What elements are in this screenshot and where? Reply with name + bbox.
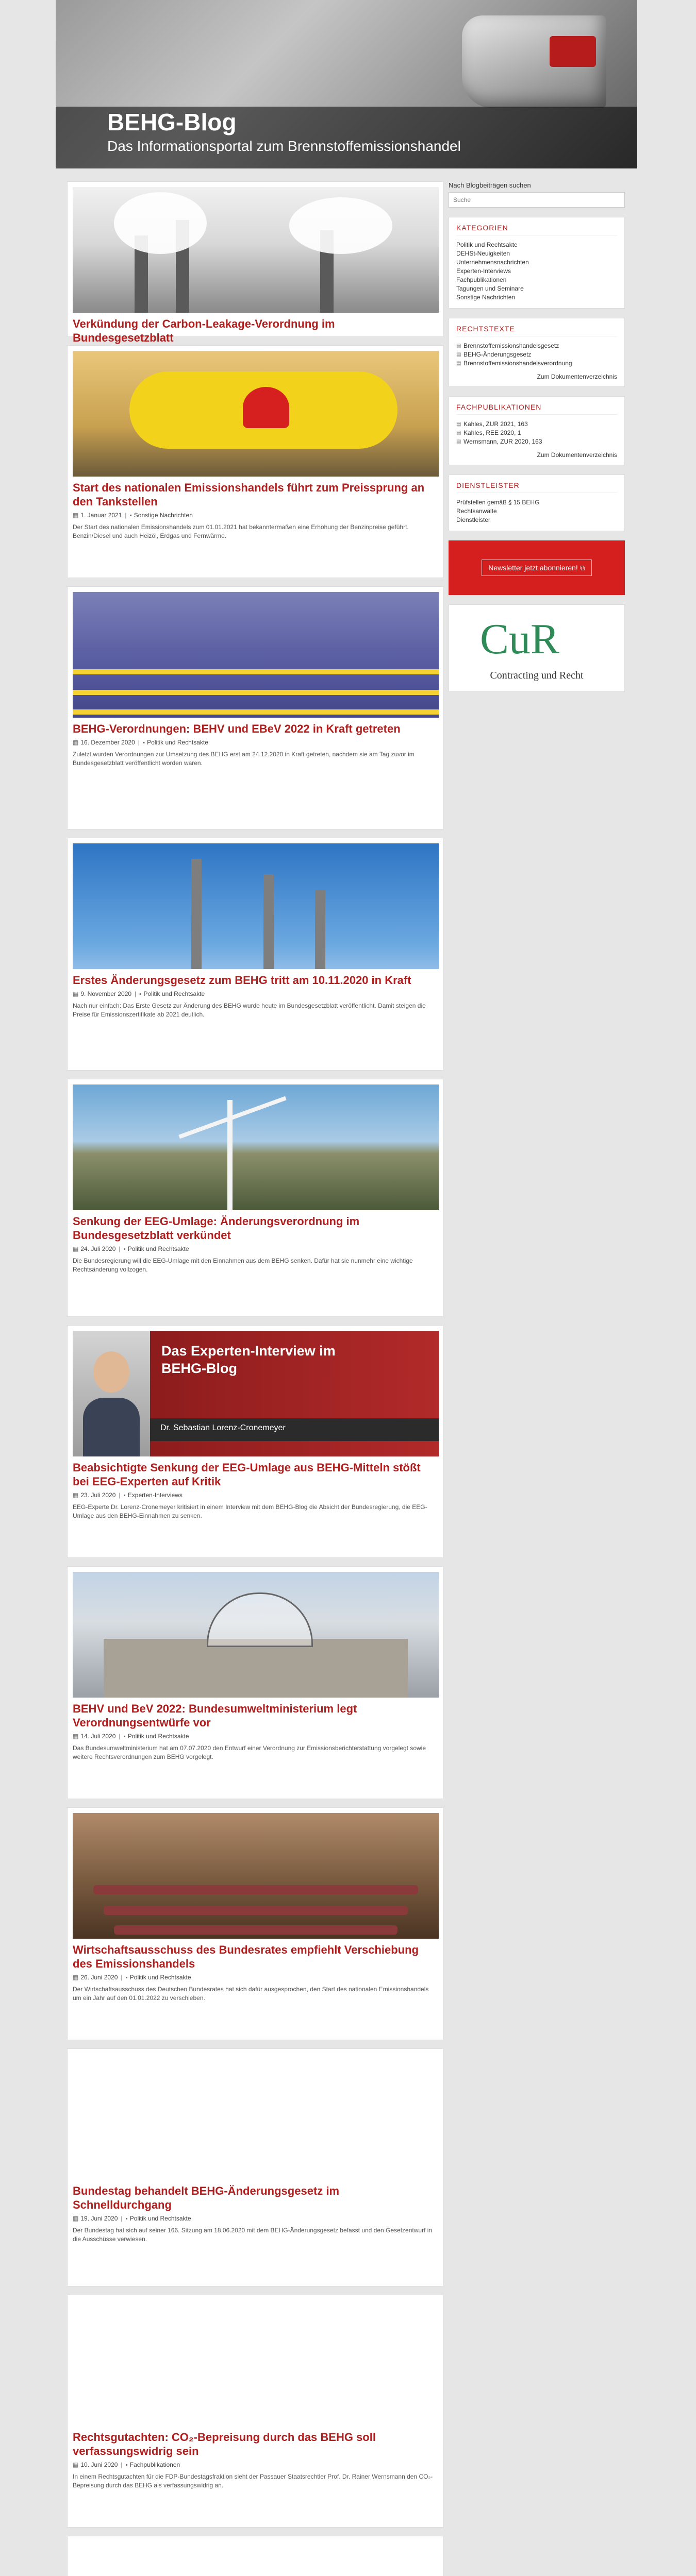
document-link[interactable]: ▤ Brennstoffemissionshandelsgesetz: [456, 342, 559, 349]
post-category[interactable]: Sonstige Nachrichten: [134, 512, 193, 519]
post-meta: ▦ 23. Juli 2020 | ▪ Experten-Interviews: [73, 1492, 183, 1499]
document-link[interactable]: ▤ BEHG-Änderungsgesetz: [456, 351, 532, 358]
post-date: 26. Juni 2020: [80, 1974, 118, 1981]
post-card: [67, 2536, 443, 2576]
folder-icon: ▪: [125, 2461, 128, 2468]
post-category[interactable]: Politik und Rechtsakte: [147, 739, 208, 746]
post-card: [67, 1325, 443, 1558]
portrait-body: [83, 1398, 140, 1456]
dienstleister-widget: [449, 474, 625, 531]
categories-title: KATEGORIEN: [456, 224, 617, 235]
rechtstexte-title: RECHTSTEXTE: [456, 325, 617, 336]
newsletter-banner[interactable]: [449, 540, 625, 595]
post-excerpt: Der Bundestag hat sich auf seiner 166. Sitzung am 18.06.2020 mit dem BEHG-Änderungsgesetz befasst und den Gesetzentwurf in die Ausschüsse verwiesen.: [73, 2227, 433, 2243]
post-title[interactable]: Senkung der EEG-Umlage: Änderungsverordnung im Bundesgesetzblatt verkündet: [73, 1215, 360, 1242]
document-icon: ▤: [456, 421, 461, 427]
post-title[interactable]: Wirtschaftsausschuss des Bundesrates empfiehlt Verschiebung des Emissionshandels: [73, 1943, 419, 1970]
post-thumbnail-bundestag[interactable]: [73, 592, 439, 718]
post-date: 1. Januar 2021: [80, 512, 122, 519]
search-label: Nach Blogbeiträgen suchen: [449, 181, 531, 189]
post-thumbnail-wind-turbine[interactable]: [73, 1084, 439, 1210]
category-link[interactable]: Fachpublikationen: [456, 276, 507, 283]
post-meta: ▦ 24. Juli 2020 | ▪ Politik und Rechtsakte: [73, 1245, 189, 1252]
site-subtitle: Das Informationsportal zum Brennstoffemissionshandel: [107, 138, 461, 154]
post-thumbnail-empty[interactable]: [73, 2300, 439, 2426]
category-link[interactable]: DEHSt-Neuigkeiten: [456, 250, 510, 257]
calendar-icon: ▦: [73, 739, 79, 746]
fachpublikationen-all-link[interactable]: Zum Dokumentenverzeichnis: [537, 451, 617, 459]
post-thumbnail-empty[interactable]: [73, 2541, 439, 2576]
post-excerpt: EEG-Experte Dr. Lorenz-Cronemeyer kritisiert in einem Interview mit dem BEHG-Blog die Absicht der Bundesregierung, die EEG-Umlage aus den BEHG-Einnahmen zu senken.: [73, 1503, 427, 1519]
search-input[interactable]: [449, 192, 625, 208]
post-card: [67, 181, 443, 344]
interview-banner-name: Dr. Sebastian Lorenz-Cronemeyer: [160, 1423, 286, 1432]
post-card: [67, 1566, 443, 1799]
category-link[interactable]: Sonstige Nachrichten: [456, 294, 516, 301]
post-title[interactable]: Erstes Änderungsgesetz zum BEHG tritt am 10.11.2020 in Kraft: [73, 974, 411, 987]
post-category[interactable]: Politik und Rechtsakte: [127, 1245, 189, 1252]
category-link[interactable]: Experten-Interviews: [456, 267, 511, 275]
post-category[interactable]: Politik und Rechtsakte: [129, 1974, 191, 1981]
post-thumbnail-chimneys[interactable]: [73, 843, 439, 969]
interview-banner-headline: Das Experten-Interview im BEHG-Blog: [161, 1343, 336, 1376]
sidebar: [449, 181, 625, 692]
portrait-head: [93, 1351, 129, 1393]
shell-logo-icon: [243, 387, 289, 428]
document-icon: ▤: [456, 361, 461, 366]
dienstleister-title: DIENSTLEISTER: [456, 481, 617, 493]
rechtstexte-all-link[interactable]: Zum Dokumentenverzeichnis: [537, 373, 617, 380]
folder-icon: ▪: [123, 1245, 126, 1252]
calendar-icon: ▦: [73, 2461, 79, 2468]
document-icon: ▤: [456, 352, 461, 358]
folder-icon: ▪: [142, 739, 145, 746]
post-date: 10. Juni 2020: [80, 2461, 118, 2468]
post-category[interactable]: Politik und Rechtsakte: [129, 2215, 191, 2222]
post-date: 16. Dezember 2020: [80, 739, 135, 746]
folder-icon: ▪: [123, 1733, 126, 1740]
post-title[interactable]: Verkündung der Carbon-Leakage-Verordnung im Bundesgesetzblatt: [73, 317, 335, 344]
post-category[interactable]: Experten-Interviews: [127, 1492, 183, 1499]
post-date: 9. November 2020: [80, 990, 132, 997]
newsletter-label: Newsletter jetzt abonnieren!: [488, 564, 578, 572]
post-card: [67, 2048, 443, 2286]
post-card: [67, 1807, 443, 2040]
post-meta: ▦ 9. November 2020 | ▪ Politik und Rechtsakte: [73, 990, 205, 997]
post-meta: ▦ 1. Januar 2021 | ▪ Sonstige Nachrichten: [73, 512, 193, 519]
post-category[interactable]: Fachpublikationen: [129, 2461, 180, 2468]
post-card: [67, 586, 443, 829]
post-card: [67, 345, 443, 578]
folder-icon: ▪: [123, 1492, 126, 1499]
post-thumbnail-expert-interview[interactable]: [73, 1331, 439, 1456]
fachpublikationen-title: FACHPUBLIKATIONEN: [456, 403, 617, 415]
post-date: 14. Juli 2020: [80, 1733, 116, 1740]
category-link[interactable]: Politik und Rechtsakte: [456, 241, 518, 248]
document-link[interactable]: ▤ Kahles, ZUR 2021, 163: [456, 420, 528, 428]
post-thumbnail-fuel-truck[interactable]: [73, 351, 439, 477]
post-thumbnail-reichstag[interactable]: [73, 1572, 439, 1698]
post-title[interactable]: BEHV und BeV 2022: Bundesumweltministerium legt Verordnungsentwürfe vor: [73, 1702, 357, 1729]
post-card: [67, 838, 443, 1071]
post-excerpt: Die Bundesregierung will die EEG-Umlage mit den Einnahmen aus dem BEHG senken. Dafür hat sie nunmehr eine wichtige Rechtsänderung vollzogen.: [73, 1257, 413, 1273]
dienstleister-link[interactable]: Rechtsanwälte: [456, 507, 497, 515]
category-link[interactable]: Unternehmensnachrichten: [456, 259, 529, 266]
post-title[interactable]: BEHG-Verordnungen: BEHV und EBeV 2022 in Kraft getreten: [73, 722, 401, 735]
post-title[interactable]: Bundestag behandelt BEHG-Änderungsgesetz im Schnelldurchgang: [73, 2184, 340, 2211]
rechtstexte-widget: [449, 318, 625, 387]
post-meta: ▦ 26. Juni 2020 | ▪ Politik und Rechtsakte: [73, 1974, 191, 1981]
cur-banner[interactable]: [449, 604, 625, 692]
categories-widget: [449, 217, 625, 309]
calendar-icon: ▦: [73, 2215, 79, 2222]
document-link[interactable]: ▤ Kahles, REE 2020, 1: [456, 429, 521, 436]
post-excerpt: In einem Rechtsgutachten für die FDP-Bundestagsfraktion sieht der Passauer Staatsrechtler Prof. Dr. Rainer Wernsmann den CO₂-Bepreisung durch das BEHG als verfassungswidrig an.: [73, 2473, 433, 2489]
fachpublikationen-widget: [449, 396, 625, 465]
external-link-icon: ⧉: [579, 564, 585, 572]
post-excerpt: Nach nur einfach: Das Erste Gesetz zur Änderung des BEHG wurde heute im Bundesgesetzblatt veröffentlicht. Damit steigen die Preise für Emissionszertifikate ab 2021 deutlich.: [73, 1002, 426, 1018]
calendar-icon: ▦: [73, 990, 79, 997]
post-card: [67, 2295, 443, 2528]
post-excerpt: Der Wirtschaftsausschuss des Deutschen Bundesrates hat sich dafür ausgesprochen, den Start des nationalen Emissionshandels um ein Jahr auf den 01.01.2022 zu verschieben.: [73, 1986, 429, 2002]
post-thumbnail-power-plant[interactable]: [73, 187, 439, 313]
post-meta: ▦ 19. Juni 2020 | ▪ Politik und Rechtsakte: [73, 2215, 191, 2222]
folder-icon: ▪: [139, 990, 142, 997]
calendar-icon: ▦: [73, 512, 79, 519]
post-excerpt: Der Start des nationalen Emissionshandels zum 01.01.2021 hat bekanntermaßen eine Erhöhung der Benzinpreise geführt. Benzin/Diesel und auch Heizöl, Erdgas und Fernwärme.: [73, 523, 409, 539]
post-card: [67, 1079, 443, 1317]
post-meta: ▦ 10. Juni 2020 | ▪ Fachpublikationen: [73, 2461, 180, 2468]
post-excerpt: Zuletzt wurden Verordnungen zur Umsetzung des BEHG erst am 24.12.2020 in Kraft getreten, nachdem sie am Tag zuvor im Bundesgesetzblatt veröffentlicht worden waren.: [73, 751, 415, 767]
post-title[interactable]: Start des nationalen Emissionshandels führt zum Preissprung an den Tankstellen: [73, 481, 425, 508]
post-meta: ▦ 16. Dezember 2020 | ▪ Politik und Rechtsakte: [73, 739, 208, 746]
post-excerpt: Das Bundesumweltministerium hat am 07.07.2020 den Entwurf einer Verordnung zur Emissionsberichterstattung vorgelegt sowie weitere Rechtsverordnungen zum BEHG vorgelegt.: [73, 1744, 426, 1760]
post-date: 19. Juni 2020: [80, 2215, 118, 2222]
folder-icon: ▪: [125, 2215, 128, 2222]
post-thumbnail-empty[interactable]: [73, 2054, 439, 2180]
calendar-icon: ▦: [73, 1974, 79, 1981]
site-header: [56, 0, 637, 168]
dienstleister-link[interactable]: Prüfstellen gemäß § 15 BEHG: [456, 499, 540, 506]
category-link[interactable]: Tagungen und Seminare: [456, 285, 524, 292]
folder-icon: ▪: [129, 512, 132, 519]
cur-logo: CuR: [480, 615, 560, 663]
post-list: [67, 181, 443, 2576]
post-title[interactable]: Rechtsgutachten: CO₂-Bepreisung durch das BEHG soll verfassungswidrig sein: [73, 2431, 376, 2458]
calendar-icon: ▦: [73, 1733, 79, 1740]
calendar-icon: ▦: [73, 1492, 79, 1499]
calendar-icon: ▦: [73, 1245, 79, 1252]
site-title[interactable]: BEHG-Blog: [107, 109, 237, 135]
post-category[interactable]: Politik und Rechtsakte: [143, 990, 205, 997]
post-category[interactable]: Politik und Rechtsakte: [127, 1733, 189, 1740]
post-meta: ▦ 14. Juli 2020 | ▪ Politik und Rechtsakte: [73, 1733, 189, 1740]
document-icon: ▤: [456, 430, 461, 436]
post-date: 23. Juli 2020: [80, 1492, 116, 1499]
document-link[interactable]: ▤ Brennstoffemissionshandelsverordnung: [456, 360, 572, 367]
post-date: 24. Juli 2020: [80, 1245, 116, 1252]
post-thumbnail-bundesrat[interactable]: [73, 1813, 439, 1939]
post-title[interactable]: Beabsichtigte Senkung der EEG-Umlage aus BEHG-Mitteln stößt bei EEG-Experten auf Kritik: [73, 1461, 421, 1488]
document-link[interactable]: ▤ Wernsmann, ZUR 2020, 163: [456, 438, 542, 445]
dienstleister-link[interactable]: Dienstleister: [456, 516, 491, 523]
document-icon: ▤: [456, 343, 461, 349]
folder-icon: ▪: [125, 1974, 128, 1981]
cur-tagline: Contracting und Recht: [490, 670, 584, 681]
header-nozzle-accent: [550, 36, 596, 67]
document-icon: ▤: [456, 439, 461, 445]
